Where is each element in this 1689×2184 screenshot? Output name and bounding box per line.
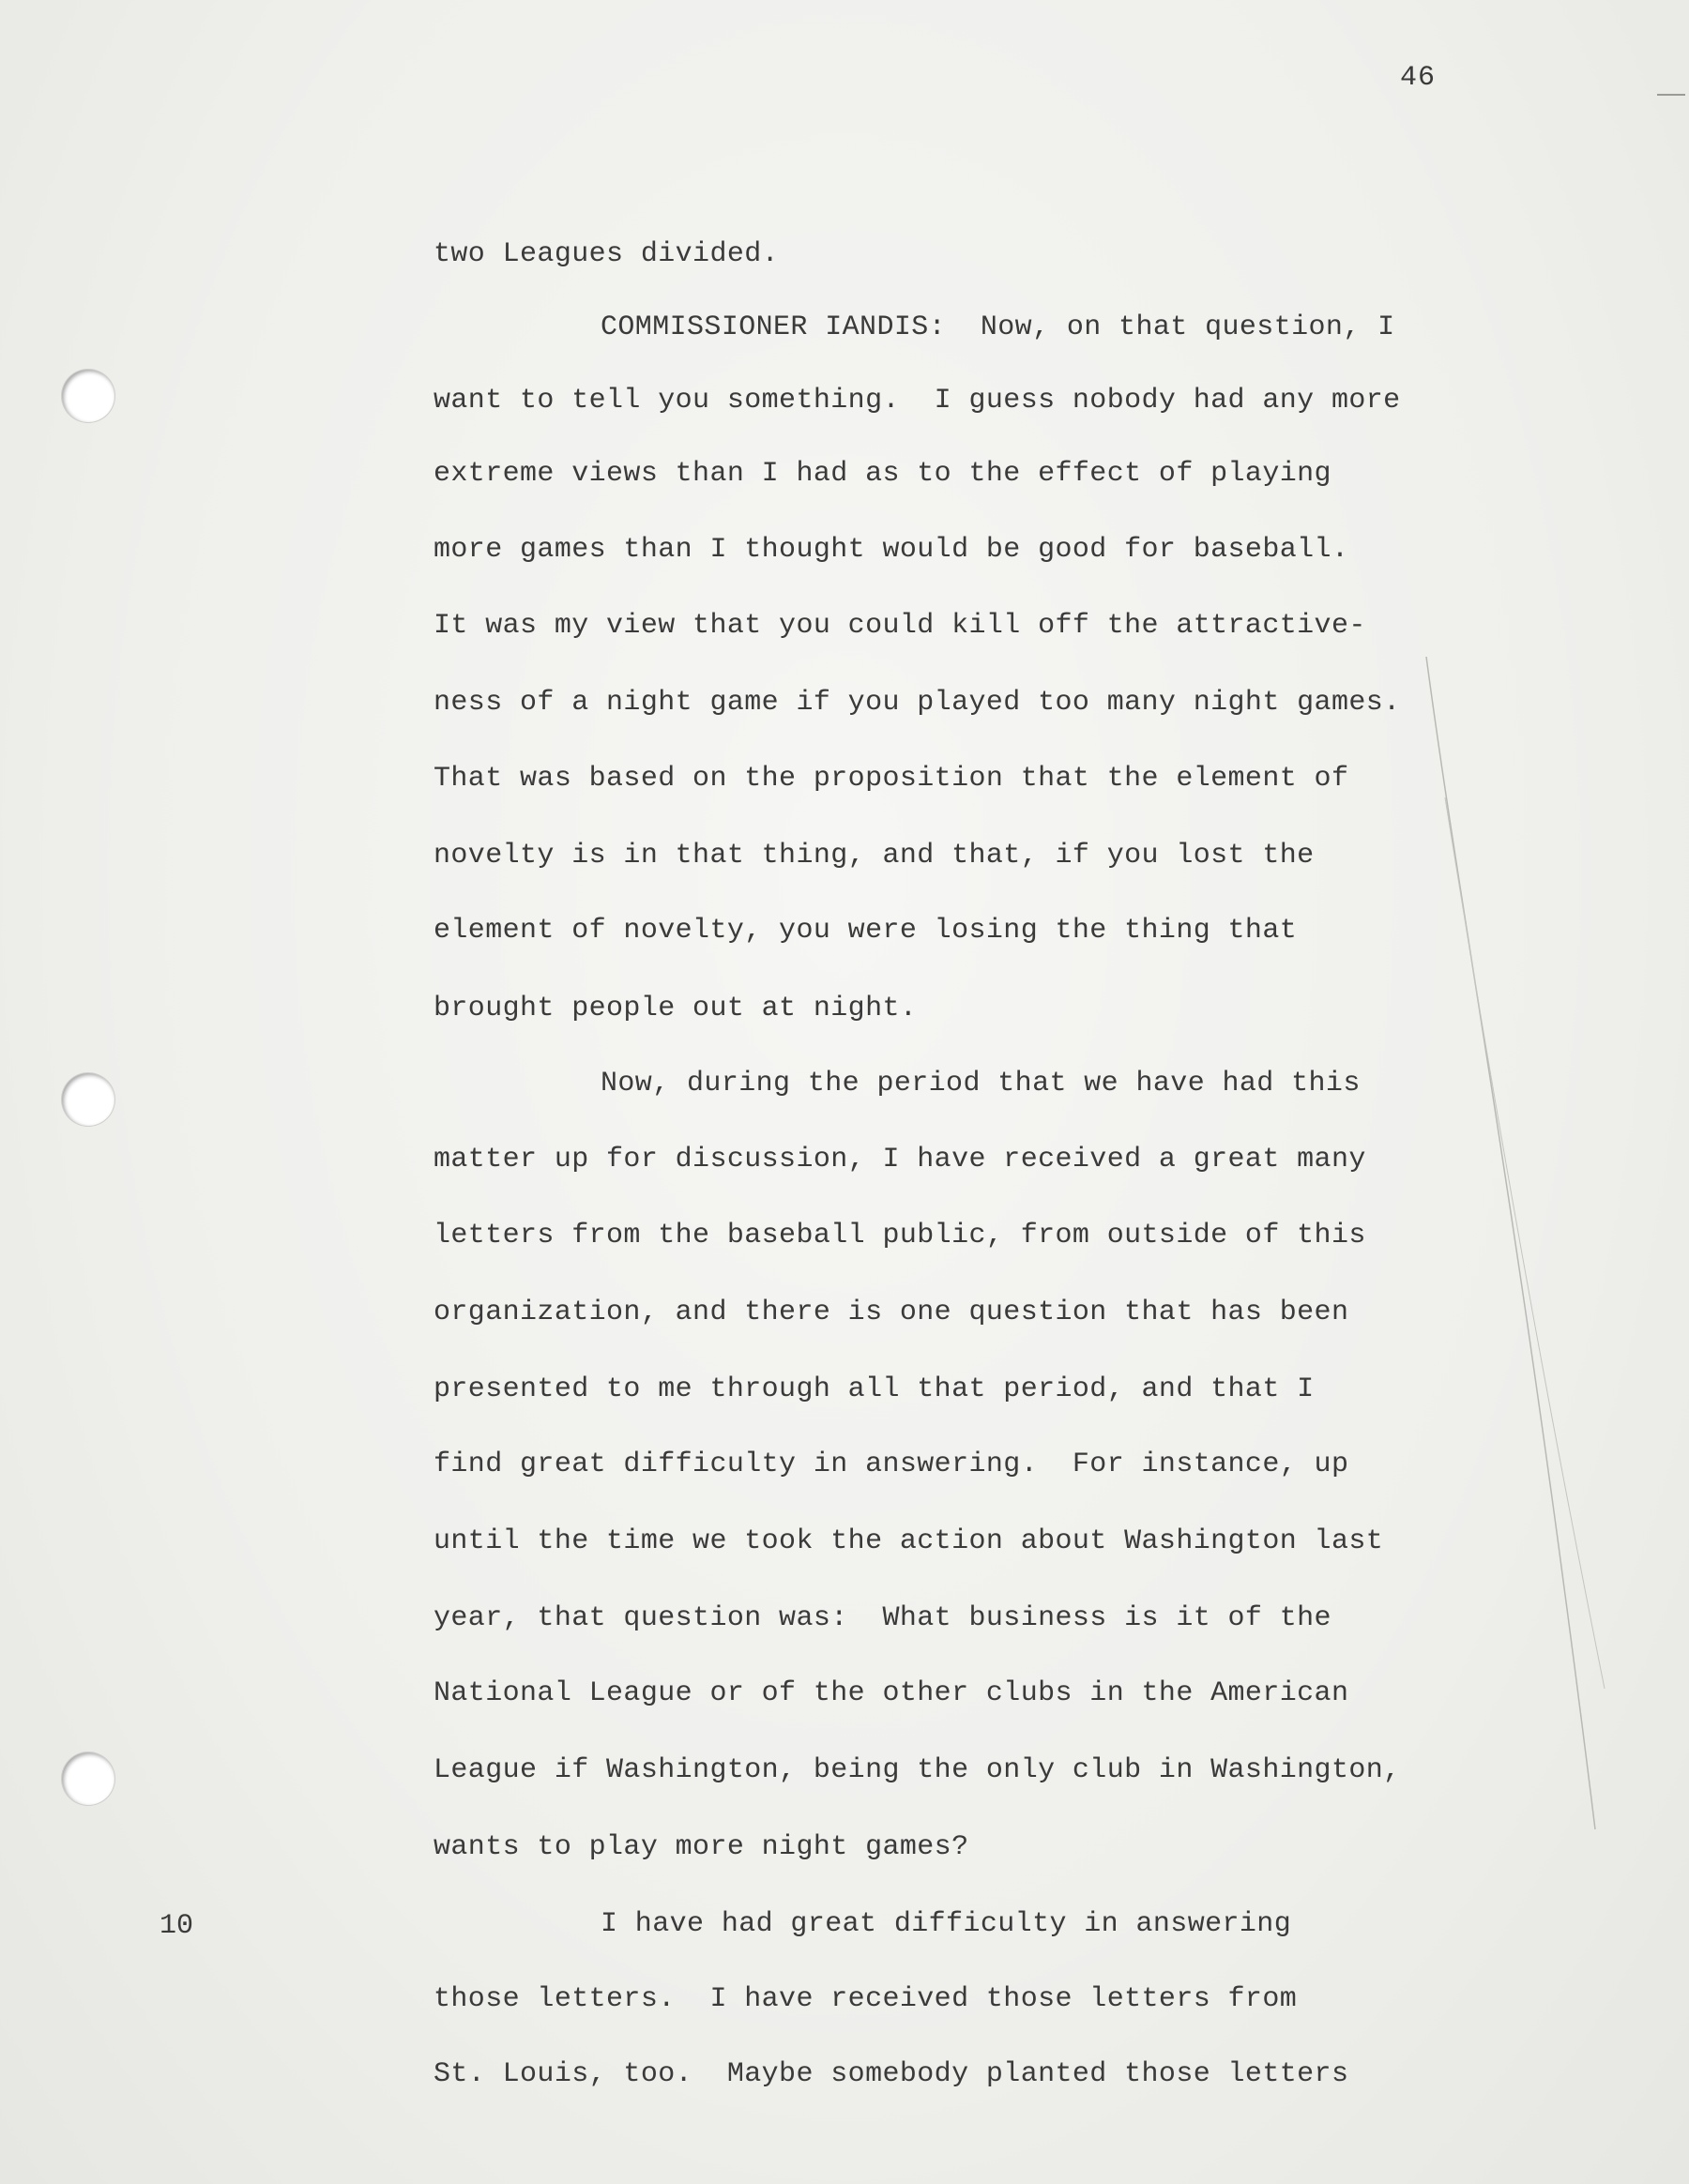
text-line: two Leagues divided. <box>434 238 780 270</box>
text-line: St. Louis, too. Maybe somebody planted those letters <box>434 2058 1349 2090</box>
text-line: It was my view that you could kill off the attractive- <box>434 610 1366 642</box>
text-line: Now, during the period that we have had this <box>601 1068 1361 1100</box>
text-line: ness of a night game if you played too many night games. <box>434 687 1401 719</box>
text-line: letters from the baseball public, from outside of this <box>434 1220 1366 1251</box>
paper-crease <box>1408 657 1614 1829</box>
text-line: brought people out at night. <box>434 993 918 1024</box>
text-line: year, that question was: What business is it of the <box>434 1602 1331 1634</box>
text-line: presented to me through all that period, and that I <box>434 1373 1315 1405</box>
text-line: more games than I thought would be good for baseball. <box>434 534 1349 566</box>
text-line: That was based on the proposition that the element of <box>434 763 1349 795</box>
text-line: National League or of the other clubs in the American <box>434 1677 1349 1709</box>
margin-line-number: 10 <box>160 1910 194 1942</box>
text-line: until the time we took the action about Washington last <box>434 1525 1384 1557</box>
text-line: I have had great difficulty in answering <box>601 1908 1292 1940</box>
punch-hole <box>62 1752 114 1805</box>
punch-hole <box>62 370 114 422</box>
text-line: novelty is in that thing, and that, if you lost the <box>434 840 1315 872</box>
text-line: those letters. I have received those letters from <box>434 1983 1298 2015</box>
text-line: extreme views than I had as to the effect of playing <box>434 458 1331 490</box>
text-line: League if Washington, being the only club in Washington, <box>434 1754 1401 1786</box>
text-line: matter up for discussion, I have received a great many <box>434 1144 1366 1175</box>
text-line: element of novelty, you were losing the thing that <box>434 915 1298 947</box>
text-line: wants to play more night games? <box>434 1831 969 1863</box>
text-line: organization, and there is one question that has been <box>434 1297 1349 1328</box>
page-number: 46 <box>1400 62 1437 94</box>
punch-hole <box>62 1073 114 1126</box>
text-line: find great difficulty in answering. For instance, up <box>434 1448 1349 1480</box>
edge-mark <box>1657 94 1685 114</box>
text-line: want to tell you something. I guess nobody had any more <box>434 385 1401 417</box>
text-line: COMMISSIONER IANDIS: Now, on that question, I <box>601 311 1395 343</box>
